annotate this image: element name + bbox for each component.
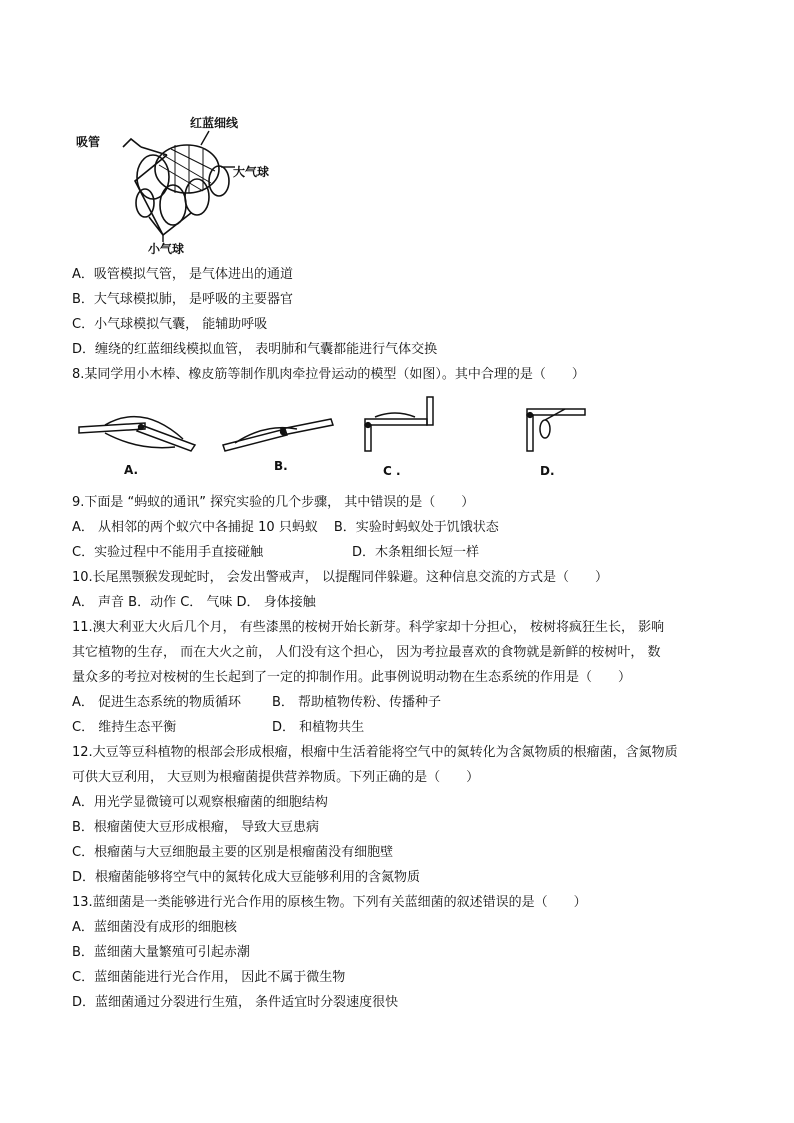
q9-stem: 9.下面是 “蚂蚁的通讯” 探究实验的几个步骤， 其中错误的是（ ） xyxy=(72,495,475,510)
q11-stem-line-2: 其它植物的生存， 而在大火之前， 人们没有这个担心， 因为考拉最喜欢的食物就是新鲜的桉树叶， 数 xyxy=(72,645,661,660)
q11-option-a: A． 促进生态系统的物质循环 xyxy=(72,695,242,710)
q12-option-a: A．用光学显微镜可以观察根瘤菌的细胞结构 xyxy=(72,795,328,810)
q12-stem-line-1: 12.大豆等豆科植物的根部会形成根瘤，根瘤中生活着能将空气中的氮转化为含氮物质的根瘤菌，含氮物质 xyxy=(72,745,678,760)
q13-option-b: B．蓝细菌大量繁殖可引起赤潮 xyxy=(72,945,250,960)
q8-fig-label-b: B. xyxy=(274,459,288,473)
label-small-balloon: 小气球 xyxy=(148,242,185,256)
q9-option-d: D．木条粗细长短一样 xyxy=(352,545,480,560)
q9-options-row-1 xyxy=(72,520,732,536)
label-tube: 吸管 xyxy=(76,135,101,149)
q7-option-b: B．大气球模拟肺， 是呼吸的主要器官 xyxy=(72,292,294,307)
q12-option-d: D．根瘤菌能够将空气中的氮转化成大豆能够利用的含氮物质 xyxy=(72,870,421,885)
q7-option-a: A．吸管模拟气管， 是气体进出的通道 xyxy=(72,267,294,282)
q11-stem-line-3: 量众多的考拉对桉树的生长起到了一定的抑制作用。此事例说明动物在生态系统的作用是（ ） xyxy=(72,670,632,685)
lung-model-diagram xyxy=(115,125,235,243)
q7-option-c: C．小气球模拟气囊， 能辅助呼吸 xyxy=(72,317,268,332)
q13-option-c: C．蓝细菌能进行光合作用， 因此不属于微生物 xyxy=(72,970,346,985)
q11-options-row-2 xyxy=(72,720,732,736)
q7-option-d: D．缠绕的红蓝细线模拟血管， 表明肺和气囊都能进行气体交换 xyxy=(72,342,438,357)
q13-stem: 13.蓝细菌是一类能够进行光合作用的原核生物。下列有关蓝细菌的叙述错误的是（ ） xyxy=(72,895,587,910)
q8-stem: 8.某同学用小木棒、橡皮筋等制作肌肉牵拉骨运动的模型（如图）。其中合理的是（ ） xyxy=(72,367,585,382)
q9-option-c: C．实验过程中不能用手直接碰触 xyxy=(72,545,264,560)
q12-option-b: B．根瘤菌使大豆形成根瘤， 导致大豆患病 xyxy=(72,820,320,835)
q13-option-d: D．蓝细菌通过分裂进行生殖， 条件适宜时分裂速度很快 xyxy=(72,995,399,1010)
q12-stem-line-2: 可供大豆利用， 大豆则为根瘤菌提供营养物质。下列正确的是（ ） xyxy=(72,770,480,785)
q8-fig-label-d: D. xyxy=(540,464,555,478)
q11-option-d: D． 和植物共生 xyxy=(272,720,365,735)
q8-fig-label-c: C . xyxy=(383,464,401,478)
q13-option-a: A．蓝细菌没有成形的细胞核 xyxy=(72,920,237,935)
q12-option-c: C．根瘤菌与大豆细胞最主要的区别是根瘤菌没有细胞壁 xyxy=(72,845,394,860)
q11-option-c: C． 维持生态平衡 xyxy=(72,720,177,735)
muscle-bone-models xyxy=(75,395,595,465)
label-thread: 红蓝细线 xyxy=(190,116,239,130)
q9-options-row-2 xyxy=(72,545,732,561)
q11-stem-line-1: 11.澳大利亚大火后几个月， 有些漆黑的桉树开始长新芽。科学家却十分担心， 桉树将疯狂生长， 影响 xyxy=(72,620,665,635)
q11-option-b: B． 帮助植物传粉、传播种子 xyxy=(272,695,442,710)
q10-stem: 10.长尾黑颚猴发现蛇时， 会发出警戒声， 以提醒同伴躲避。这种信息交流的方式是（ ） xyxy=(72,570,608,585)
label-big-balloon: 大气球 xyxy=(233,165,270,179)
q8-fig-label-a: A. xyxy=(124,463,139,477)
q9-option-a: A． 从相邻的两个蚁穴中各捕捉 10 只蚂蚁 xyxy=(72,520,318,535)
q10-options: A． 声音 B．动作 C． 气味 D． 身体接触 xyxy=(72,595,316,610)
q9-option-b: B．实验时蚂蚁处于饥饿状态 xyxy=(333,520,499,535)
q11-options-row-1 xyxy=(72,695,732,711)
